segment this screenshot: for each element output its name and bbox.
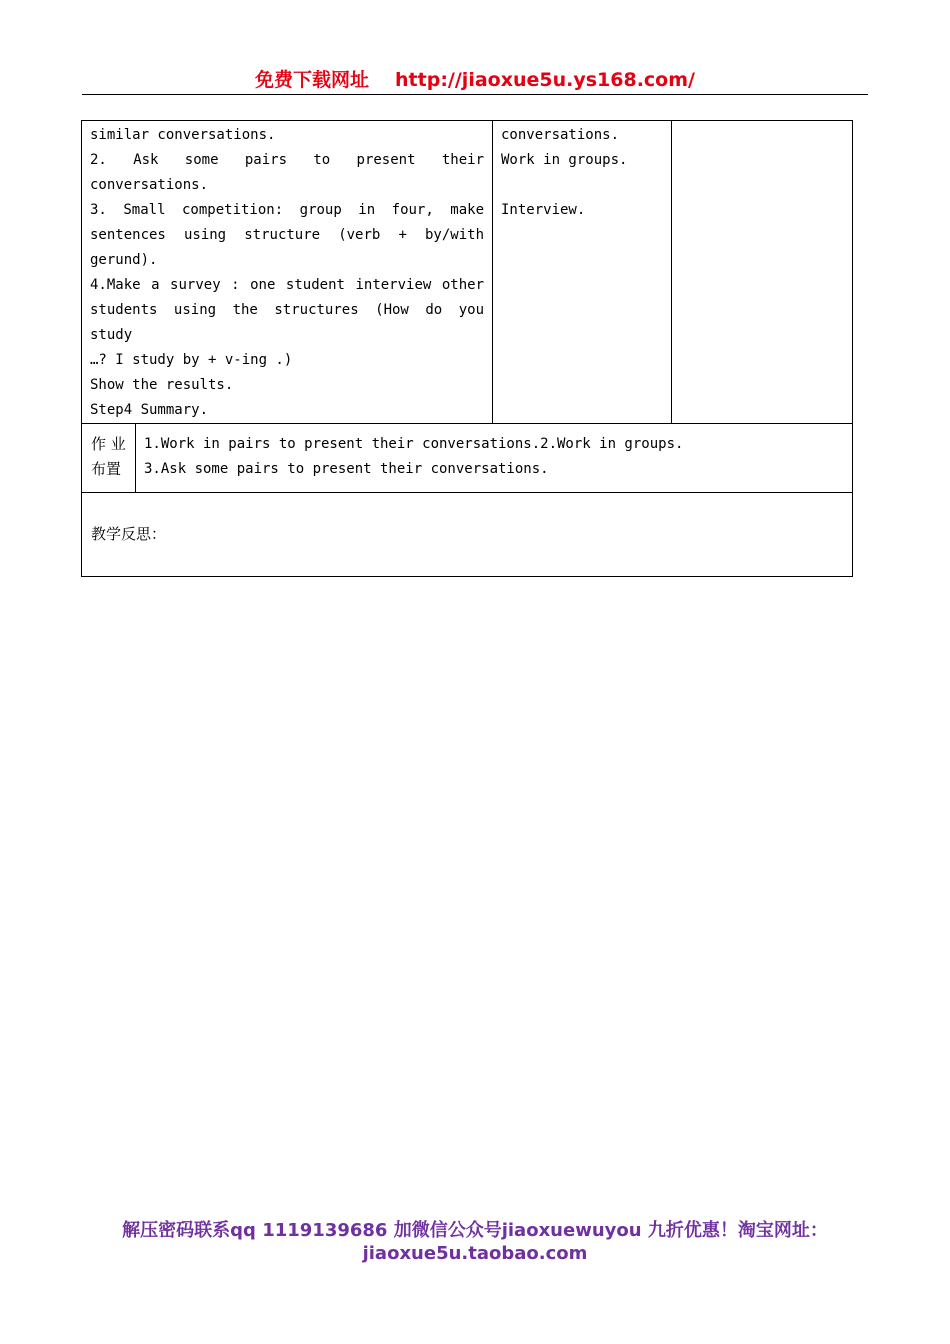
notes-cell (672, 121, 853, 424)
header-url[interactable]: http://jiaoxue5u.ys168.com/ (395, 69, 695, 91)
procedure-line: …? I study by + v-ing .) (90, 352, 293, 368)
table-row (82, 424, 853, 493)
activity-line (501, 173, 663, 198)
table-row (82, 493, 853, 577)
procedure-line: similar conversations. (90, 127, 276, 143)
procedure-line: 2. Ask some pairs to present their (90, 152, 484, 168)
activity-line: conversations. (501, 127, 620, 143)
procedure-line: conversations. (90, 177, 209, 193)
homework-label-cell (82, 424, 136, 493)
reflection-cell (82, 493, 853, 577)
procedure-line: 4.Make a survey : one student interview other (90, 277, 484, 293)
reflection-label: 教学反思： (91, 525, 167, 543)
lesson-table (81, 120, 853, 577)
activity-line: Work in groups. (501, 152, 628, 168)
homework-label: 作 业 (91, 435, 126, 453)
activity-line: Interview. (501, 202, 586, 218)
procedure-cell (82, 121, 493, 424)
procedure-line: 3. Small competition: group in four, make (90, 202, 484, 218)
homework-cell (136, 424, 853, 493)
procedure-line: sentences using structure (verb + by/with (90, 227, 484, 243)
homework-line: 3.Ask some pairs to present their conversations. (144, 461, 549, 477)
activity-cell (493, 121, 672, 424)
procedure-line: Show the results. (90, 377, 234, 393)
table-row (82, 121, 853, 424)
page-footer (0, 1219, 950, 1265)
homework-label: 布置 (91, 460, 122, 478)
footer-contact: 解压密码联系qq 1119139686 加微信公众号jiaoxuewuyou 九折优惠！淘宝网址： (122, 1220, 828, 1241)
procedure-line: gerund). (90, 252, 158, 268)
homework-line: 1.Work in pairs to present their conversations.2.Work in groups. (144, 436, 684, 452)
footer-shop-link[interactable]: jiaoxue5u.taobao.com (362, 1243, 588, 1264)
page-header (82, 66, 868, 95)
procedure-line: Step4 Summary. (90, 402, 209, 418)
header-title: 免费下载网址 (255, 69, 370, 91)
procedure-line: students using the structures (How do you study (90, 302, 484, 343)
